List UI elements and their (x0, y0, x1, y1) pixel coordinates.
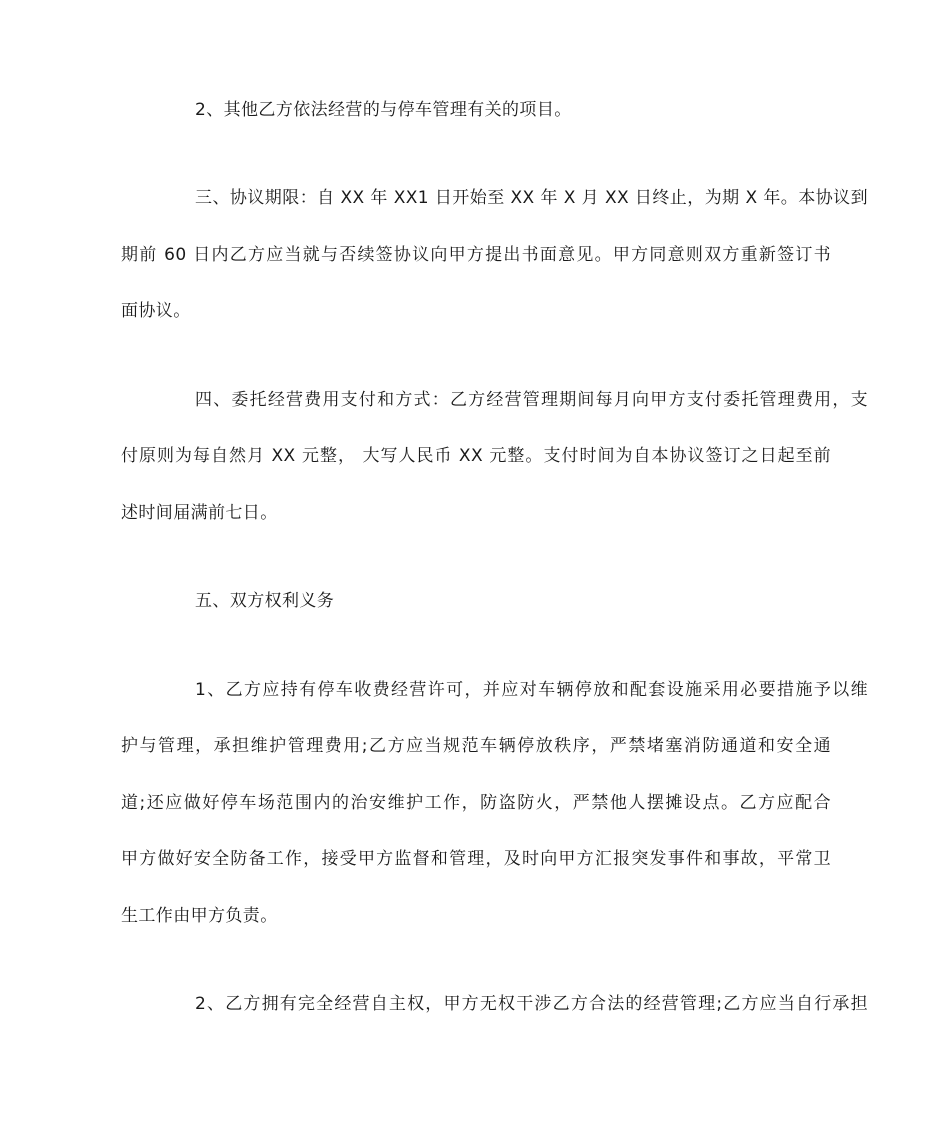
paragraph-line: 付原则为每自然月 XX 元整， 大写人民币 XX 元整。支付时间为自本协议签订之日起至前 (121, 446, 831, 466)
paragraph-line: 述时间届满前七日。 (121, 503, 278, 523)
paragraph-line: 甲方做好安全防备工作，接受甲方监督和管理，及时向甲方汇报突发事件和事故，平常卫 (121, 849, 831, 869)
paragraph-line: 期前 60 日内乙方应当就与否续签协议向甲方提出书面意见。甲方同意则双方重新签订书 (121, 245, 831, 265)
paragraph-line: 护与管理，承担维护管理费用;乙方应当规范车辆停放秩序，严禁堵塞消防通道和安全通 (121, 736, 831, 756)
paragraph-line: 1、乙方应持有停车收费经营许可，并应对车辆停放和配套设施采用必要措施予以维 (195, 680, 868, 700)
paragraph-line: 生工作由甲方负责。 (121, 906, 278, 926)
paragraph-line: 2、乙方拥有完全经营自主权，甲方无权干涉乙方合法的经营管理;乙方应当自行承担 (195, 994, 868, 1014)
paragraph-line: 面协议。 (121, 301, 191, 321)
paragraph-line: 四、委托经营费用支付和方式：乙方经营管理期间每月向甲方支付委托管理费用，支 (195, 390, 868, 410)
paragraph-line: 三、协议期限：自 XX 年 XX1 日开始至 XX 年 X 月 XX 日终止，为期 X 年。本协议到 (195, 188, 868, 208)
paragraph-line: 道;还应做好停车场范围内的治安维护工作，防盗防火，严禁他人摆摊设点。乙方应配合 (121, 793, 831, 813)
section-heading: 五、双方权利义务 (195, 591, 335, 611)
paragraph-line: 2、其他乙方依法经营的与停车管理有关的项目。 (195, 100, 572, 120)
